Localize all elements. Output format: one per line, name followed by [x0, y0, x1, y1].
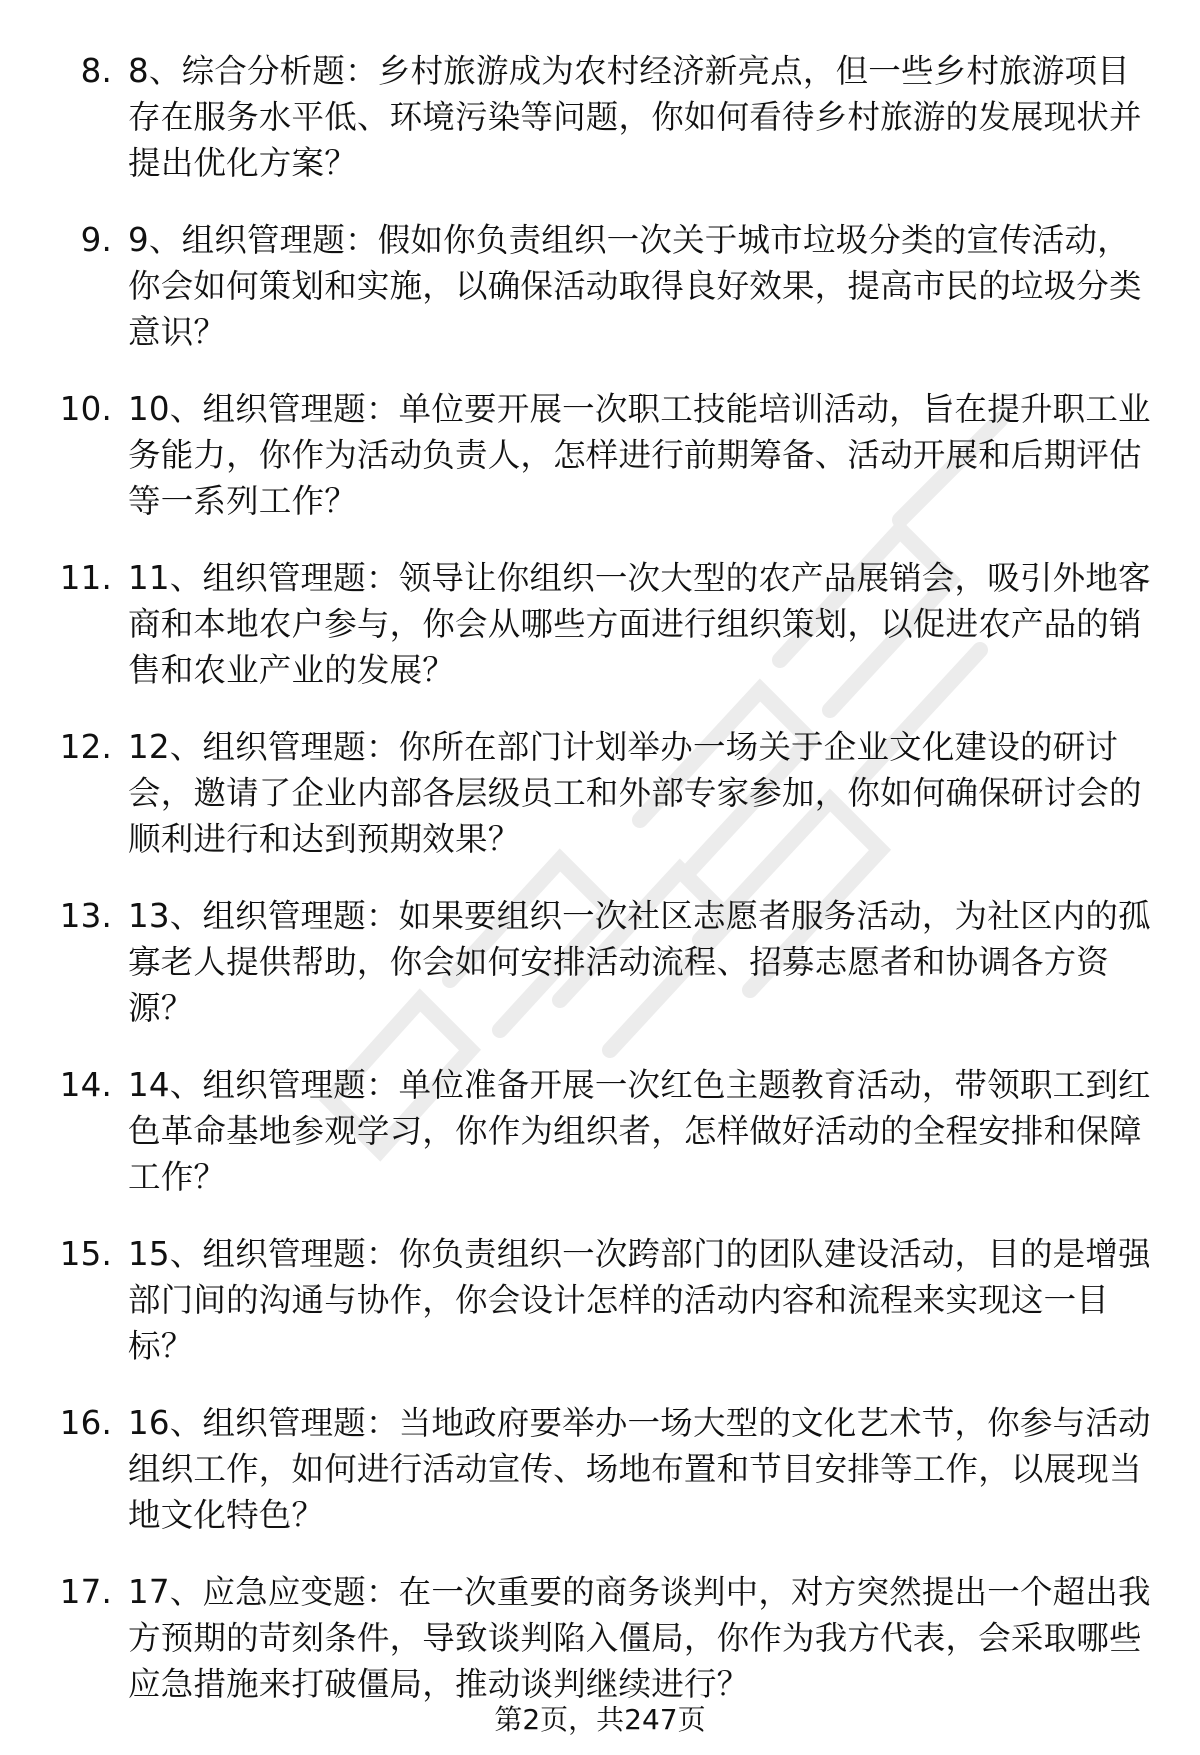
question-text: 15、组织管理题：你负责组织一次跨部门的团队建设活动，目的是增强部门间的沟通与协作，你会设计怎样的活动内容和流程来实现这一目标？	[128, 1235, 1151, 1365]
question-number: 17.	[59, 1573, 112, 1611]
question-number: 9.	[80, 221, 112, 259]
list-item	[0, 1569, 1200, 1707]
list-item	[0, 1231, 1200, 1369]
question-number: 14.	[59, 1066, 112, 1104]
list-item	[0, 386, 1200, 524]
question-text: 12、组织管理题：你所在部门计划举办一场关于企业文化建设的研讨会，邀请了企业内部各层级员工和外部专家参加，你如何确保研讨会的顺利进行和达到预期效果？	[128, 728, 1142, 858]
question-text: 14、组织管理题：单位准备开展一次红色主题教育活动，带领职工到红色革命基地参观学习，你作为组织者，怎样做好活动的全程安排和保障工作？	[128, 1066, 1151, 1196]
question-number: 12.	[59, 728, 112, 766]
page-footer: 第2页，共247页	[494, 1703, 706, 1736]
question-number: 10.	[59, 390, 112, 428]
question-text: 9、组织管理题：假如你负责组织一次关于城市垃圾分类的宣传活动，你会如何策划和实施，以确保活动取得良好效果，提高市民的垃圾分类意识？	[128, 221, 1142, 351]
question-text: 10、组织管理题：单位要开展一次职工技能培训活动，旨在提升职工业务能力，你作为活动负责人，怎样进行前期筹备、活动开展和后期评估等一系列工作？	[128, 390, 1151, 520]
question-number: 8.	[80, 52, 112, 90]
question-text: 11、组织管理题：领导让你组织一次大型的农产品展销会，吸引外地客商和本地农户参与，你会从哪些方面进行组织策划，以促进农产品的销售和农业产业的发展？	[128, 559, 1151, 689]
question-number: 11.	[59, 559, 112, 597]
question-number: 13.	[59, 897, 112, 935]
list-item	[0, 1062, 1200, 1200]
list-item	[0, 1400, 1200, 1538]
question-text: 16、组织管理题：当地政府要举办一场大型的文化艺术节，你参与活动组织工作，如何进行活动宣传、场地布置和节目安排等工作，以展现当地文化特色？	[128, 1404, 1151, 1534]
question-text: 8、综合分析题：乡村旅游成为农村经济新亮点，但一些乡村旅游项目存在服务水平低、环境污染等问题，你如何看待乡村旅游的发展现状并提出优化方案？	[128, 52, 1142, 182]
list-item	[0, 555, 1200, 693]
list-item	[0, 48, 1200, 186]
question-text: 13、组织管理题：如果要组织一次社区志愿者服务活动，为社区内的孤寡老人提供帮助，你会如何安排活动流程、招募志愿者和协调各方资源？	[128, 897, 1151, 1027]
list-item	[0, 724, 1200, 862]
question-list	[0, 48, 1200, 1738]
question-number: 16.	[59, 1404, 112, 1442]
question-text: 17、应急应变题：在一次重要的商务谈判中，对方突然提出一个超出我方预期的苛刻条件，导致谈判陷入僵局，你作为我方代表，会采取哪些应急措施来打破僵局，推动谈判继续进行？	[128, 1573, 1151, 1703]
list-item	[0, 893, 1200, 1031]
question-number: 15.	[59, 1235, 112, 1273]
list-item	[0, 217, 1200, 355]
